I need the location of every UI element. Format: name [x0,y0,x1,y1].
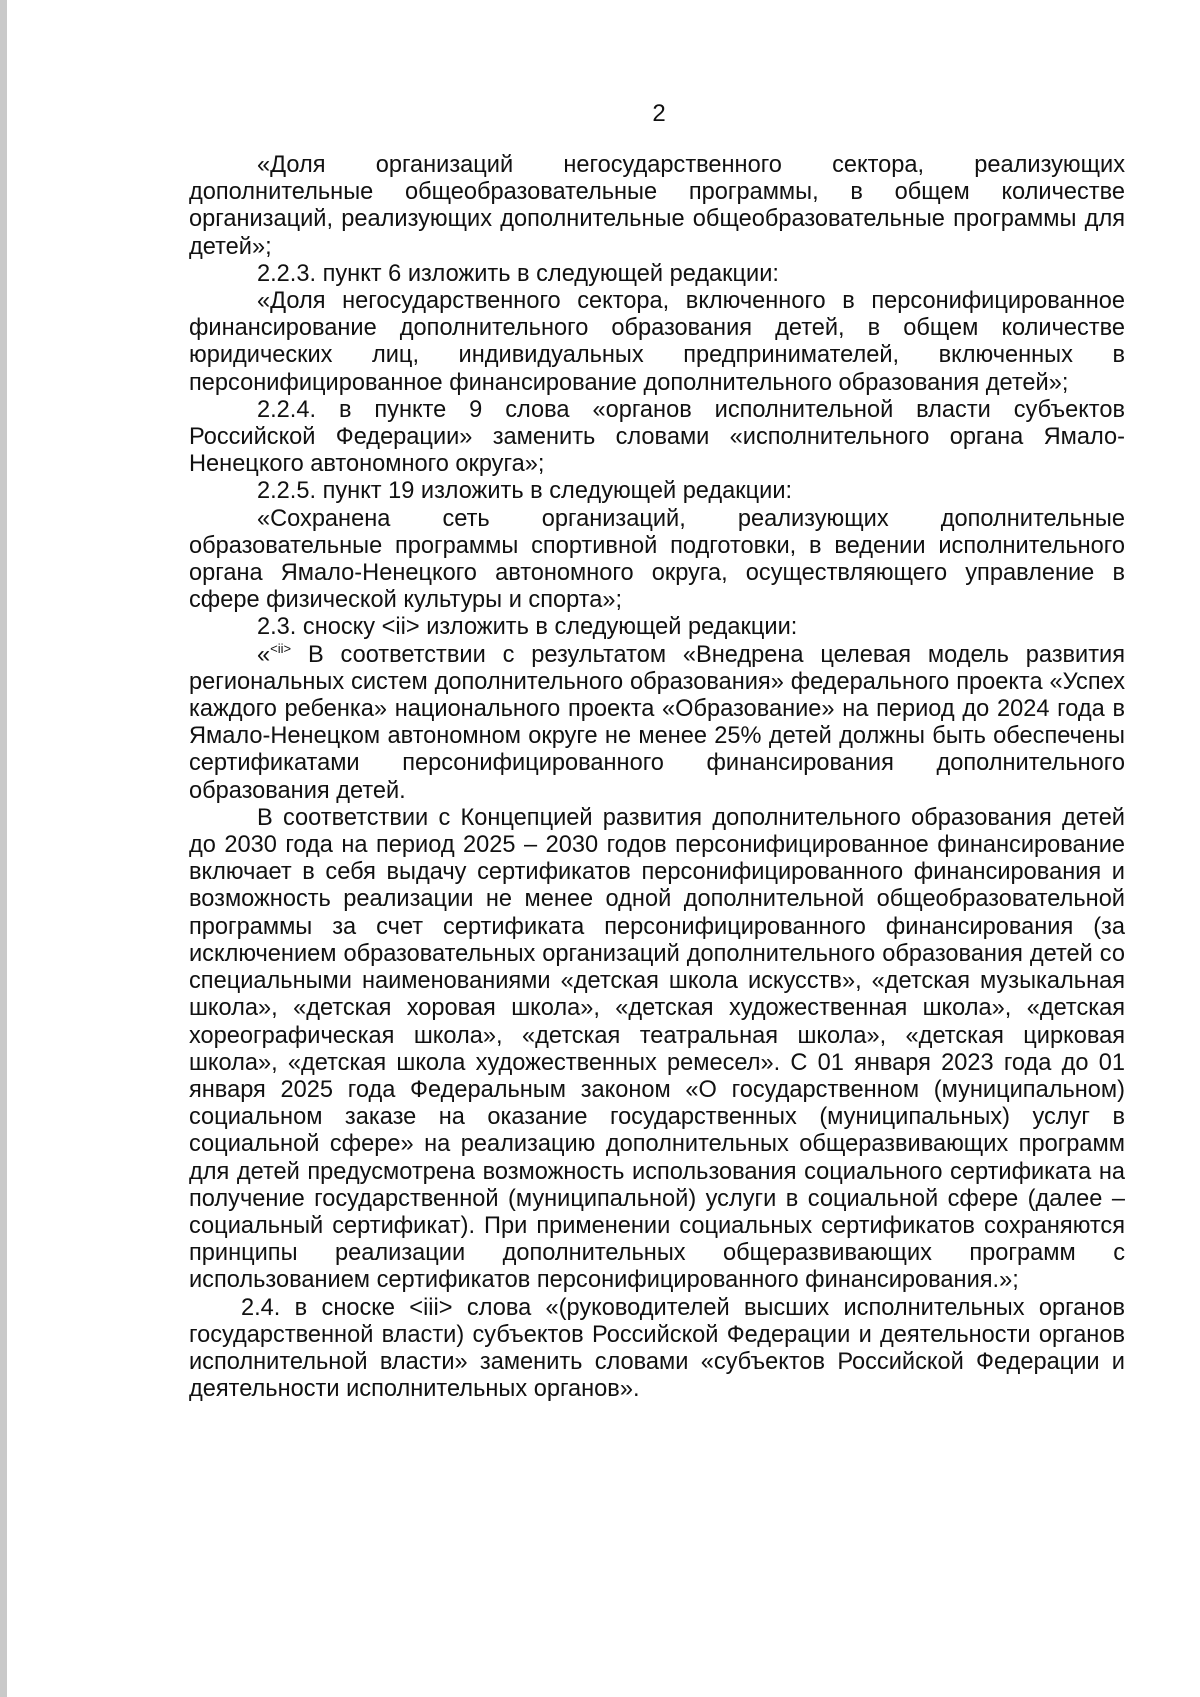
paragraph-item-2-4: 2.4. в сноске <iii> слова «(руководителей высших исполнительных органов государственной власти) субъектов Российской Федерации и деятельности органов исполнительной власти» заменить словами «субъектов Российской Федерации и деятельности исполнительных органов». [189,1294,1125,1403]
page-number: 2 [652,100,666,127]
document-body [189,152,1125,1403]
quote-open: « [257,641,271,668]
paragraph-indicator-organizations-share: «Доля организаций негосударственного сектора, реализующих дополнительные общеобразовательные программы, в общем количестве организаций, реализующих дополнительные общеобразовательные программы для детей»; [189,152,1125,260]
paragraph-footnote-ii-text [189,642,1125,805]
paragraph-item-2-2-4: 2.2.4. в пункте 9 слова «органов исполнительной власти субъектов Российской Федерации» заменить словами «исполнительного органа Ямало-Ненецкого автономного округа»; [189,396,1125,478]
paragraph-concept-2030: В соответствии с Концепцией развития дополнительного образования детей до 2030 года на период 2025 – 2030 годов персонифицированное финансирование включает в себя выдачу сертификатов персонифицированного финансирования и возможность реализации не менее одной дополнительной общеобразовательной программы за счет сертификата персонифицированного финансирования (за исключением образовательных организаций дополнительного образования детей со специальными наименованиями «детская школа искусств», «детская музыкальная школа», «детская хоровая школа», «детская художественная школа», «детская хореографическая школа», «детская театральная школа», «детская цирковая школа», «детская школа художественных ремесел». С 01 января 2023 года до 01 января 2025 года Федеральным законом «О государственном (муниципальном) социальном заказе на оказание государственных (муниципальных) услуг в социальной сфере» на реализацию дополнительных общеразвивающих программ для детей предусмотрена возможность использования социального сертификата на получение государственной (муниципальной) услуги в социальной сфере (далее – социальный сертификат). При применении социальных сертификатов сохраняются принципы реализации дополнительных общеразвивающих программ с использованием сертификатов персонифицированного финансирования.»; [189,804,1125,1294]
footnote-marker: <ii> [270,640,292,656]
paragraph-item-2-2-5: 2.2.5. пункт 19 изложить в следующей редакции: [257,478,793,505]
paragraph-item-2-3: 2.3. сноску <ii> изложить в следующей редакции: [257,614,798,641]
paragraph-item-6-text: «Доля негосударственного сектора, включенного в персонифицированное финансирование дополнительного образования детей, в общем количестве юридических лиц, индивидуальных предпринимателей, включенных в персонифицированное финансирование дополнительного образования детей»; [189,288,1125,396]
paragraph-item-2-2-3: 2.2.3. пункт 6 изложить в следующей редакции: [257,260,779,287]
footnote-ii-body: В соответствии с результатом «Внедрена целевая модель развития региональных систем дополнительного образования» федерального проекта «Успех каждого ребенка» национального проекта «Образование» на период до 2024 года в Ямало-Ненецком автономном округе не менее 25% детей должны быть обеспечены сертификатами персонифицированного финансирования дополнительного образования детей. [189,641,1125,804]
paragraph-item-19-text: «Сохранена сеть организаций, реализующих дополнительные образовательные программы спортивной подготовки, в ведении исполнительного органа Ямало-Ненецкого автономного округа, осуществляющего управление в сфере физической культуры и спорта»; [189,505,1125,614]
scan-edge [0,0,7,1697]
